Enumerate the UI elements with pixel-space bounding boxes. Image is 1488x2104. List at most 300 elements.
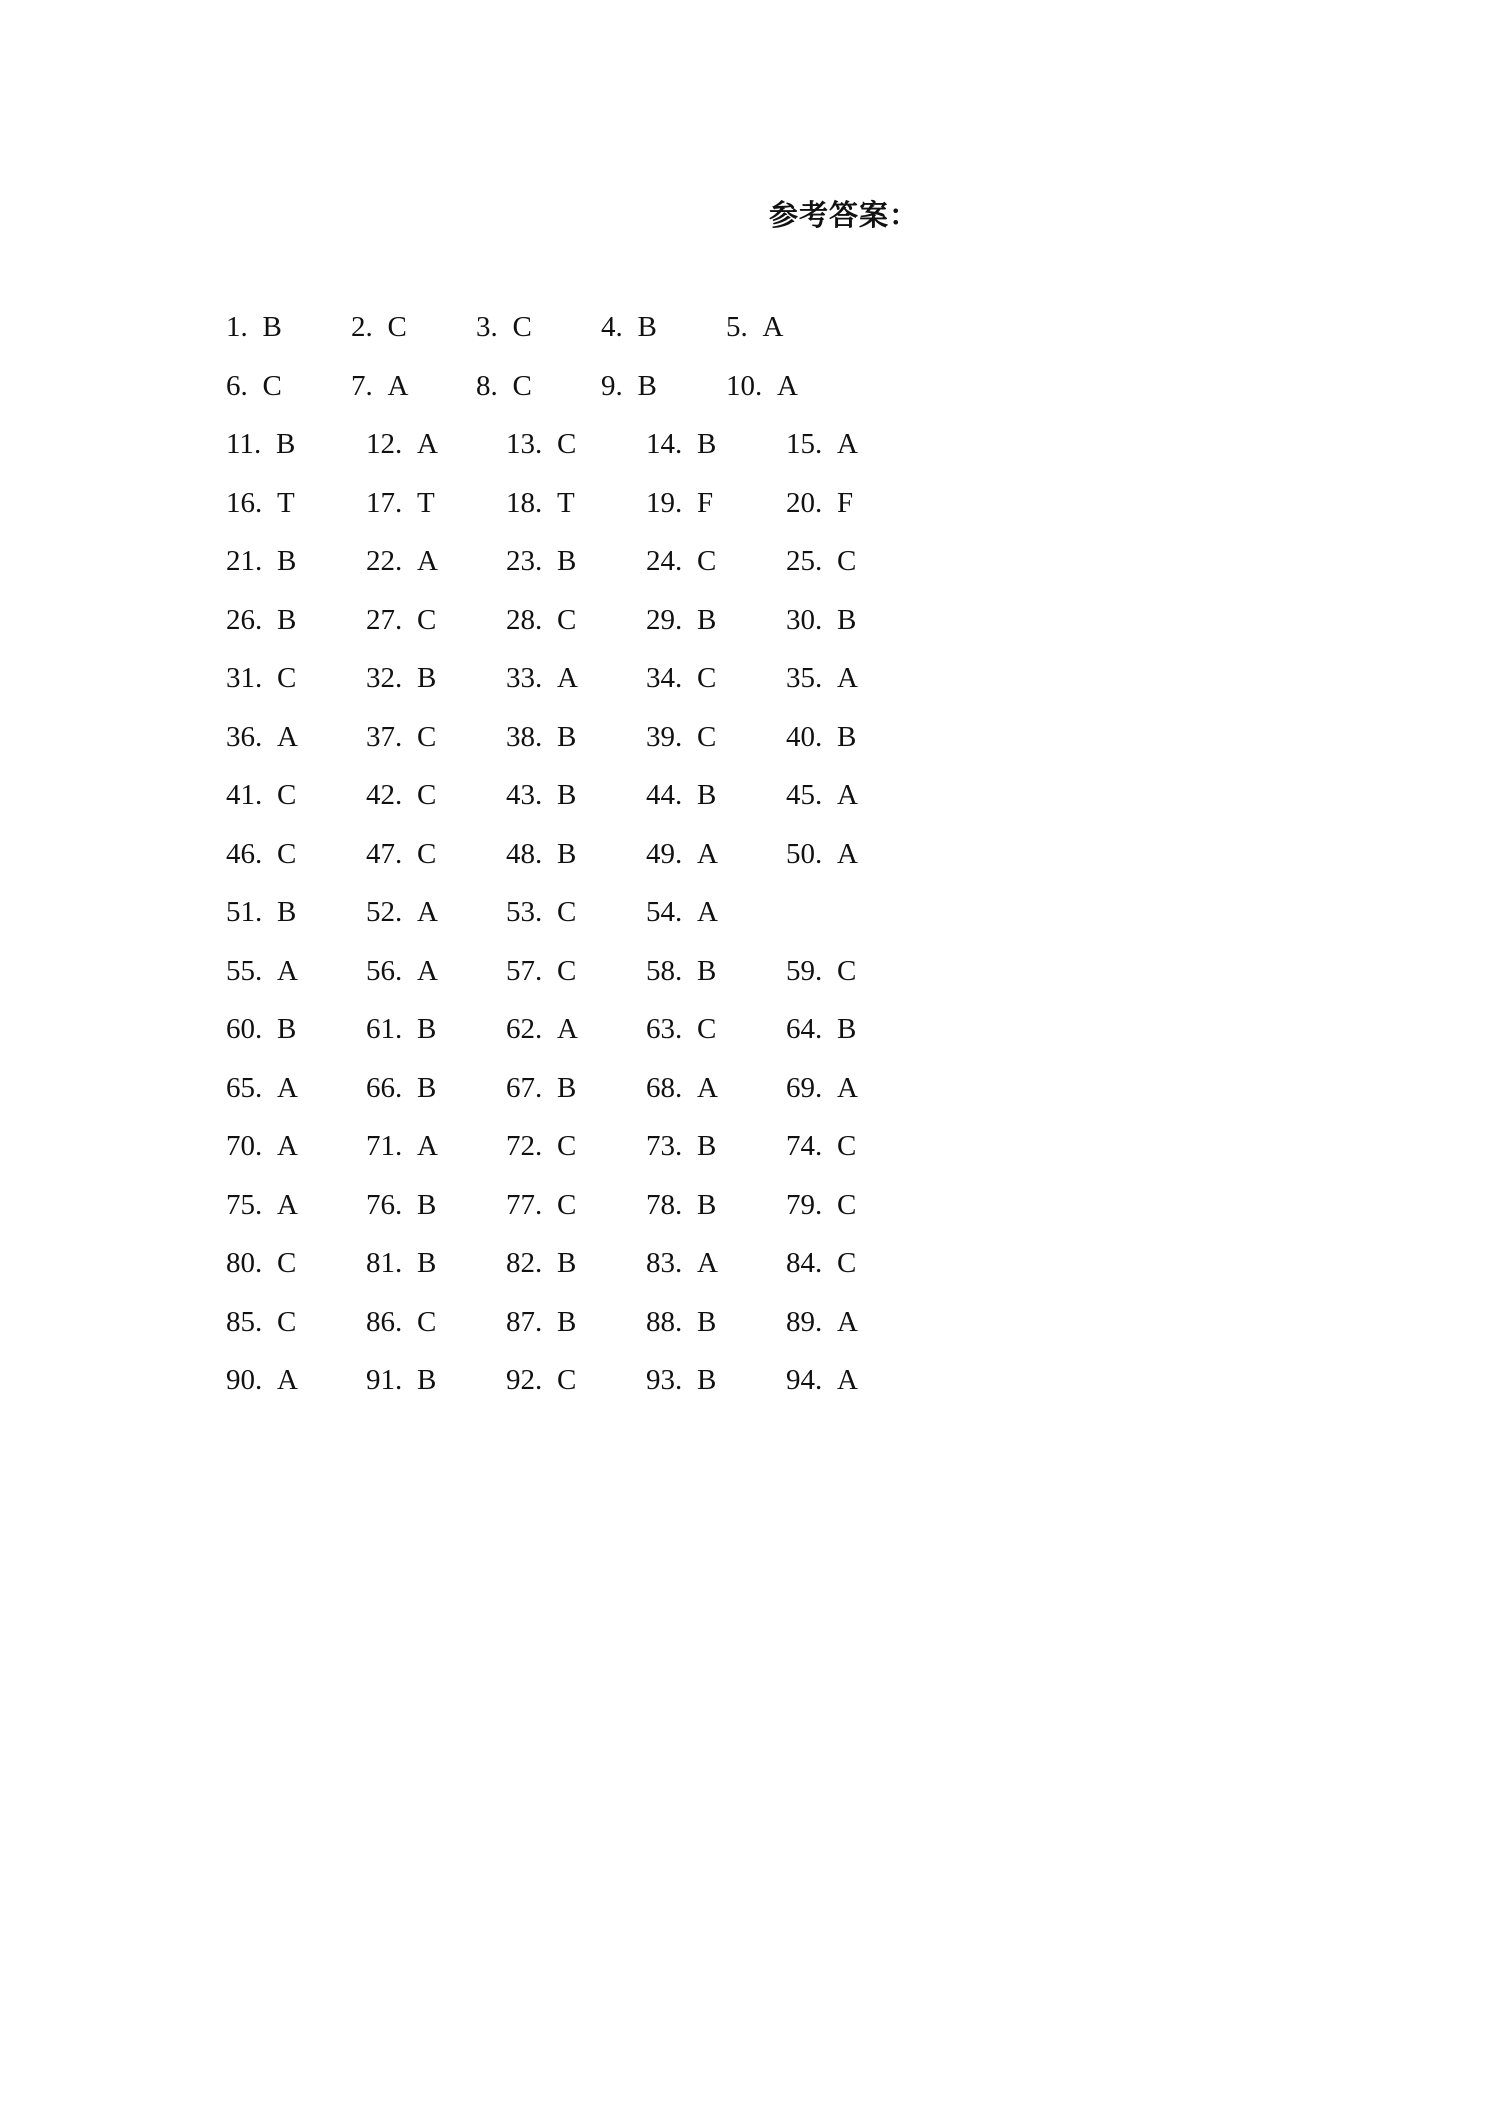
- question-number: 20: [786, 486, 815, 519]
- question-number: 68: [646, 1071, 675, 1104]
- separator: .: [815, 954, 823, 987]
- answer-item: [226, 952, 298, 990]
- question-number: 39: [646, 720, 675, 753]
- question-number: 16: [226, 486, 255, 519]
- answer-item: [351, 308, 407, 346]
- separator: .: [815, 486, 823, 519]
- answer-item: [506, 542, 576, 580]
- answer-item: [226, 601, 296, 639]
- answer-letter: B: [637, 369, 657, 402]
- answer-letter: C: [417, 779, 437, 811]
- question-number: 31: [226, 662, 255, 694]
- answer-item: [646, 484, 713, 522]
- separator: .: [255, 1305, 263, 1338]
- question-number: 93: [646, 1364, 675, 1396]
- answer-letter: F: [697, 486, 714, 519]
- answer-letter: A: [417, 545, 438, 577]
- question-number: 14: [646, 428, 675, 460]
- question-number: 53: [506, 896, 535, 928]
- answer-item: [786, 1186, 856, 1224]
- answer-letter: C: [277, 779, 297, 811]
- answer-letter: B: [697, 603, 717, 636]
- answer-item: [786, 718, 856, 756]
- answer-item: [506, 425, 576, 463]
- answer-letter: C: [697, 662, 717, 694]
- question-number: 4: [601, 311, 616, 343]
- answer-item: [506, 601, 576, 639]
- separator: .: [535, 1130, 543, 1162]
- separator: .: [675, 1071, 683, 1104]
- separator: .: [675, 1247, 683, 1279]
- answer-item: [366, 1244, 436, 1282]
- answer-letter: T: [277, 486, 295, 519]
- answer-item: [601, 308, 657, 346]
- answer-item: [506, 1361, 576, 1399]
- answer-item: [786, 1361, 858, 1399]
- answer-item: [226, 893, 296, 931]
- separator: .: [395, 1071, 403, 1104]
- answer-item: [786, 1244, 856, 1282]
- question-number: 71: [366, 1130, 395, 1162]
- question-number: 41: [226, 779, 255, 811]
- question-number: 21: [226, 545, 255, 577]
- question-number: 3: [476, 311, 491, 343]
- answer-item: [786, 952, 856, 990]
- answer-item: [726, 308, 783, 346]
- answer-item: [646, 952, 716, 990]
- question-number: 79: [786, 1188, 815, 1221]
- answer-item: [646, 893, 718, 931]
- question-number: 92: [506, 1364, 535, 1396]
- question-number: 25: [786, 545, 815, 577]
- answer-letter: C: [697, 545, 717, 577]
- answer-letter: B: [557, 720, 577, 753]
- question-number: 37: [366, 720, 395, 753]
- answer-item: [506, 1186, 576, 1224]
- answer-letter: C: [277, 837, 297, 870]
- separator: .: [815, 428, 823, 460]
- answer-item: [506, 1127, 576, 1165]
- answer-letter: A: [697, 1071, 718, 1104]
- answer-item: [226, 718, 298, 756]
- question-number: 52: [366, 896, 395, 928]
- question-number: 36: [226, 720, 255, 753]
- question-number: 61: [366, 1013, 395, 1045]
- question-number: 34: [646, 662, 675, 694]
- answer-item: [366, 659, 436, 697]
- answer-letter: A: [277, 1130, 298, 1162]
- separator: .: [490, 369, 498, 402]
- answer-letter: C: [417, 837, 437, 870]
- question-number: 19: [646, 486, 675, 519]
- question-number: 30: [786, 603, 815, 636]
- separator: .: [535, 603, 543, 636]
- answer-letter: A: [277, 954, 298, 987]
- question-number: 44: [646, 779, 675, 811]
- question-number: 17: [366, 486, 395, 519]
- answer-item: [506, 1244, 576, 1282]
- separator: .: [815, 662, 823, 694]
- answer-letter: C: [557, 428, 577, 460]
- answer-item: [226, 1127, 298, 1165]
- answer-letter: B: [262, 311, 282, 343]
- answer-item: [786, 1303, 858, 1341]
- separator: .: [675, 1188, 683, 1221]
- answer-item: [366, 1303, 436, 1341]
- answer-item: [646, 718, 716, 756]
- separator: .: [675, 1305, 683, 1338]
- answer-item: [366, 425, 438, 463]
- question-number: 66: [366, 1071, 395, 1104]
- question-number: 13: [506, 428, 535, 460]
- answer-letter: B: [277, 896, 297, 928]
- answer-item: [366, 718, 436, 756]
- question-number: 55: [226, 954, 255, 987]
- answer-letter: C: [557, 954, 577, 987]
- answer-item: [366, 484, 435, 522]
- answer-letter: B: [637, 311, 657, 343]
- question-number: 82: [506, 1247, 535, 1279]
- separator: .: [255, 779, 263, 811]
- answer-letter: C: [417, 720, 437, 753]
- answer-item: [786, 601, 856, 639]
- question-number: 69: [786, 1071, 815, 1104]
- answer-item: [366, 1010, 436, 1048]
- separator: .: [255, 837, 263, 870]
- question-number: 87: [506, 1305, 535, 1338]
- separator: .: [535, 1364, 543, 1396]
- answer-letter: B: [837, 1013, 857, 1045]
- separator: .: [535, 837, 543, 870]
- answer-letter: C: [277, 662, 297, 694]
- separator: .: [395, 603, 403, 636]
- separator: .: [395, 1188, 403, 1221]
- answer-letter: B: [697, 428, 717, 460]
- answer-letter: A: [417, 1130, 438, 1162]
- answer-item: [351, 367, 408, 405]
- separator: .: [535, 896, 543, 928]
- answer-letter: A: [697, 896, 718, 928]
- question-number: 6: [226, 369, 241, 402]
- separator: .: [815, 1071, 823, 1104]
- separator: .: [255, 662, 263, 694]
- question-number: 83: [646, 1247, 675, 1279]
- answer-letter: B: [557, 545, 577, 577]
- question-number: 77: [506, 1188, 535, 1221]
- answer-item: [646, 1010, 716, 1048]
- question-number: 75: [226, 1188, 255, 1221]
- separator: .: [740, 311, 748, 343]
- question-number: 9: [601, 369, 616, 402]
- separator: .: [395, 779, 403, 811]
- separator: .: [365, 311, 373, 343]
- separator: .: [535, 1188, 543, 1221]
- separator: .: [535, 1013, 543, 1045]
- question-number: 90: [226, 1364, 255, 1396]
- question-number: 28: [506, 603, 535, 636]
- answer-letter: A: [837, 1364, 858, 1396]
- answer-item: [366, 601, 436, 639]
- separator: .: [395, 1130, 403, 1162]
- answer-item: [366, 776, 436, 814]
- answer-item: [506, 718, 576, 756]
- answer-item: [786, 542, 856, 580]
- separator: .: [675, 1130, 683, 1162]
- answer-item: [646, 1127, 716, 1165]
- page-title: 参考答案：: [768, 198, 919, 232]
- answer-letter: B: [277, 1013, 297, 1045]
- answer-letter: C: [262, 369, 282, 402]
- answer-letter: B: [417, 1364, 437, 1396]
- separator: .: [240, 311, 248, 343]
- separator: .: [675, 486, 683, 519]
- answer-letter: C: [277, 1305, 297, 1338]
- answer-letter: B: [697, 1364, 717, 1396]
- separator: .: [535, 662, 543, 694]
- question-number: 40: [786, 720, 815, 753]
- answer-letter: A: [557, 662, 578, 694]
- answer-letter: B: [277, 545, 297, 577]
- answer-letter: A: [837, 662, 858, 694]
- separator: .: [815, 837, 823, 870]
- question-number: 89: [786, 1305, 815, 1338]
- answer-item: [506, 1303, 576, 1341]
- question-number: 43: [506, 779, 535, 811]
- answer-letter: C: [557, 896, 577, 928]
- answer-letter: B: [697, 1130, 717, 1162]
- answer-item: [646, 1186, 716, 1224]
- question-number: 35: [786, 662, 815, 694]
- answer-item: [366, 542, 438, 580]
- separator: .: [395, 545, 403, 577]
- answer-letter: A: [417, 428, 438, 460]
- answer-item: [646, 659, 716, 697]
- answer-item: [226, 1010, 296, 1048]
- answer-item: [506, 659, 578, 697]
- question-number: 84: [786, 1247, 815, 1279]
- answer-item: [506, 1069, 576, 1107]
- question-number: 74: [786, 1130, 815, 1162]
- separator: .: [395, 896, 403, 928]
- question-number: 5: [726, 311, 741, 343]
- answer-letter: B: [697, 1188, 717, 1221]
- separator: .: [255, 1188, 263, 1221]
- question-number: 45: [786, 779, 815, 811]
- answer-letter: C: [557, 1130, 577, 1162]
- question-number: 11: [226, 428, 254, 460]
- answer-letter: B: [417, 662, 437, 694]
- answer-letter: A: [277, 720, 298, 753]
- separator: .: [675, 896, 683, 928]
- question-number: 7: [351, 369, 366, 402]
- answer-item: [786, 484, 853, 522]
- separator: .: [675, 720, 683, 753]
- answer-item: [786, 776, 858, 814]
- answer-item: [786, 835, 858, 873]
- answer-item: [646, 1361, 716, 1399]
- separator: .: [815, 1188, 823, 1221]
- separator: .: [395, 720, 403, 753]
- question-number: 76: [366, 1188, 395, 1221]
- answer-letter: C: [277, 1247, 297, 1279]
- question-number: 33: [506, 662, 535, 694]
- answer-letter: C: [837, 1247, 857, 1279]
- answer-letter: C: [417, 1305, 437, 1338]
- separator: .: [255, 720, 263, 753]
- answer-item: [601, 367, 657, 405]
- separator: .: [395, 1013, 403, 1045]
- answer-item: [726, 367, 798, 405]
- answer-letter: B: [697, 1305, 717, 1338]
- separator: .: [395, 837, 403, 870]
- question-number: 22: [366, 545, 395, 577]
- separator: .: [535, 1305, 543, 1338]
- answer-letter: C: [837, 545, 857, 577]
- answer-item: [366, 835, 436, 873]
- separator: .: [815, 1305, 823, 1338]
- separator: .: [535, 779, 543, 811]
- question-number: 65: [226, 1071, 255, 1104]
- answer-item: [226, 659, 296, 697]
- answer-item: [226, 425, 295, 463]
- question-number: 24: [646, 545, 675, 577]
- separator: .: [675, 603, 683, 636]
- answer-letter: C: [837, 1130, 857, 1162]
- answer-letter: B: [557, 837, 577, 870]
- answer-letter: A: [697, 1247, 718, 1279]
- answer-item: [226, 1069, 298, 1107]
- question-number: 27: [366, 603, 395, 636]
- answer-letter: F: [837, 486, 854, 519]
- answer-item: [476, 367, 532, 405]
- separator: .: [675, 428, 683, 460]
- answer-letter: B: [417, 1247, 437, 1279]
- answer-item: [366, 893, 438, 931]
- separator: .: [815, 603, 823, 636]
- answer-item: [476, 308, 532, 346]
- answer-letter: A: [837, 1071, 858, 1104]
- answer-item: [786, 1010, 856, 1048]
- separator: .: [815, 545, 823, 577]
- answer-item: [366, 1186, 436, 1224]
- answer-letter: A: [837, 1305, 858, 1338]
- separator: .: [675, 837, 683, 870]
- separator: .: [535, 545, 543, 577]
- answer-item: [226, 776, 296, 814]
- answer-item: [786, 1069, 858, 1107]
- separator: .: [535, 486, 543, 519]
- question-number: 10: [726, 369, 755, 402]
- answer-letter: C: [697, 720, 717, 753]
- separator: .: [365, 369, 373, 402]
- answer-letter: B: [417, 1013, 437, 1045]
- question-number: 51: [226, 896, 255, 928]
- separator: .: [395, 954, 403, 987]
- separator: .: [253, 428, 262, 460]
- answer-item: [786, 1127, 856, 1165]
- answer-item: [366, 1127, 438, 1165]
- answer-letter: C: [512, 369, 532, 402]
- question-number: 2: [351, 311, 366, 343]
- separator: .: [240, 369, 248, 402]
- answer-letter: C: [837, 1188, 857, 1221]
- answer-item: [226, 1303, 296, 1341]
- answer-letter: B: [275, 428, 296, 460]
- question-number: 78: [646, 1188, 675, 1221]
- answer-letter: C: [557, 1188, 577, 1221]
- answer-letter: A: [277, 1071, 298, 1104]
- answer-letter: A: [837, 428, 858, 460]
- answer-item: [646, 835, 718, 873]
- question-number: 48: [506, 837, 535, 870]
- separator: .: [255, 954, 263, 987]
- question-number: 67: [506, 1071, 535, 1104]
- answer-item: [226, 835, 296, 873]
- separator: .: [815, 1247, 823, 1279]
- question-number: 58: [646, 954, 675, 987]
- question-number: 57: [506, 954, 535, 987]
- question-number: 94: [786, 1364, 815, 1396]
- answer-letter: A: [387, 369, 409, 402]
- answer-letter: B: [837, 720, 857, 753]
- separator: .: [815, 1364, 823, 1396]
- answer-letter: B: [557, 779, 577, 811]
- separator: .: [255, 896, 263, 928]
- question-number: 46: [226, 837, 255, 870]
- answer-item: [646, 776, 716, 814]
- question-number: 56: [366, 954, 395, 987]
- answer-item: [646, 601, 716, 639]
- separator: .: [615, 369, 623, 402]
- question-number: 23: [506, 545, 535, 577]
- separator: .: [535, 954, 543, 987]
- separator: .: [535, 1247, 543, 1279]
- answer-letter: T: [417, 486, 435, 519]
- separator: .: [255, 1364, 263, 1396]
- answer-letter: C: [837, 954, 857, 987]
- separator: .: [255, 1247, 263, 1279]
- separator: .: [395, 1305, 403, 1338]
- question-number: 15: [786, 428, 815, 460]
- answer-letter: B: [417, 1071, 437, 1104]
- answer-item: [646, 1303, 716, 1341]
- separator: .: [490, 311, 498, 343]
- question-number: 62: [506, 1013, 535, 1045]
- question-number: 8: [476, 369, 491, 402]
- separator: .: [675, 779, 683, 811]
- question-number: 59: [786, 954, 815, 987]
- question-number: 73: [646, 1130, 675, 1162]
- separator: .: [255, 1130, 263, 1162]
- question-number: 42: [366, 779, 395, 811]
- separator: .: [535, 720, 543, 753]
- question-number: 29: [646, 603, 675, 636]
- question-number: 86: [366, 1305, 395, 1338]
- answer-item: [646, 425, 716, 463]
- answer-letter: C: [557, 603, 577, 636]
- question-number: 50: [786, 837, 815, 870]
- separator: .: [675, 662, 683, 694]
- question-number: 72: [506, 1130, 535, 1162]
- separator: .: [255, 545, 263, 577]
- answer-item: [226, 1244, 296, 1282]
- separator: .: [815, 1130, 823, 1162]
- question-number: 1: [226, 311, 241, 343]
- answer-item: [226, 1186, 298, 1224]
- question-number: 49: [646, 837, 675, 870]
- separator: .: [535, 1071, 543, 1104]
- separator: .: [815, 779, 823, 811]
